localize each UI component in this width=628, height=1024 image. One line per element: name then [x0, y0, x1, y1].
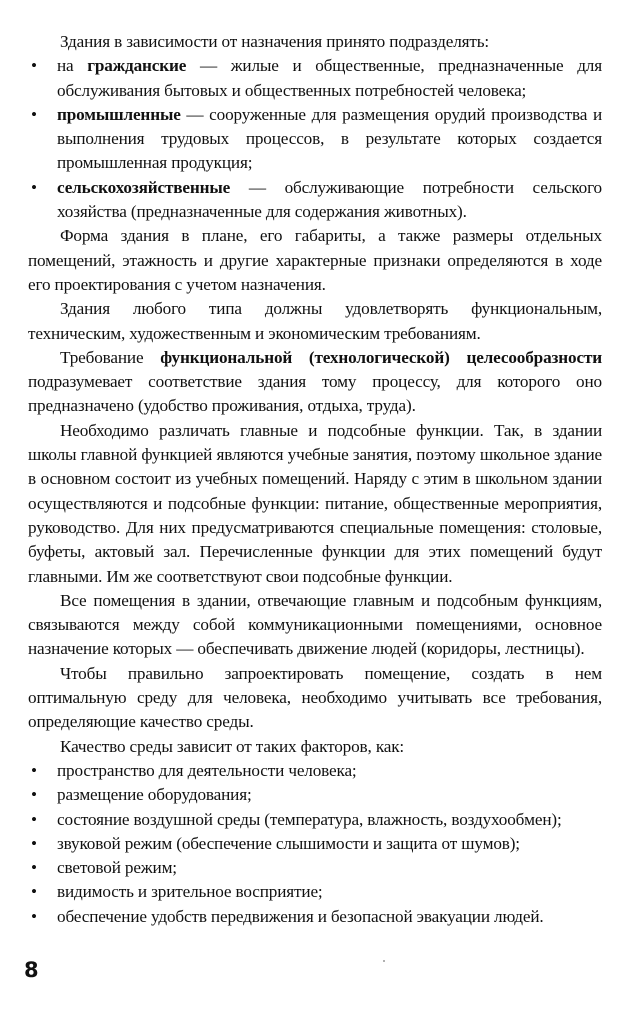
- scan-speck: [383, 960, 385, 962]
- building-type-term: сельскохозяйственные: [57, 177, 231, 197]
- building-type-term: промышленные: [57, 104, 181, 124]
- factors-intro: Качество среды зависит от таких факторов, как:: [60, 736, 405, 756]
- form-paragraph: Форма здания в плане, его габариты, а также размеры отдельных помещений, этажность и другие характерные признаки определяются в ходе его проектирования с учетом назначения.: [28, 226, 602, 294]
- bullet-icon: •: [31, 760, 37, 780]
- requirements-paragraph: Здания любого типа должны удовлетворять функциональным, техническим, художественным и экономическим требованиям.: [28, 299, 602, 343]
- bullet-icon: •: [31, 906, 37, 926]
- factor-item: • обеспечение удобств передвижения и безопасной эвакуации людей.: [28, 905, 602, 929]
- bullet-icon: •: [31, 882, 37, 902]
- factor-item: • видимость и зрительное восприятие;: [28, 880, 602, 904]
- functional-paragraph: Требование функциональной (технологической) целесообразности подразумевает соответствие здания тому процессу, для которого оно предназначено (удобство проживания, отдыха, труда).: [28, 347, 603, 416]
- functions-paragraph: Необходимо различать главные и подсобные функции. Так, в здании школы главной функцией являются учебные занятия, поэтому школьное здание в основном состоит из учебных помещений. Наряду с этим в школьном здании осуществляются и подсобные функции: питание, общественные мероприятия, руководство. Для них предусматриваются специальные помещения: столовые, буфеты, актовый зал. Перечисленные функции для этих помещений будут главными. Им же соответствуют свои подсобные функции.: [28, 420, 602, 586]
- intro-paragraph: Здания в зависимости от назначения принято подразделять:: [60, 32, 490, 51]
- bullet-icon: •: [31, 785, 37, 805]
- bullet-icon: •: [31, 833, 37, 853]
- page-number: 8: [24, 958, 39, 982]
- building-type-item: • на гражданские — жилые и общественные, предназначенные для обслуживания бытовых и общественных потребностей человека;: [31, 56, 602, 100]
- factor-item: • состояние воздушной среды (температура, влажность, воздухообмен);: [28, 808, 602, 832]
- factor-item: • пространство для деятельности человека;: [28, 759, 602, 783]
- bullet-icon: •: [31, 858, 37, 878]
- bullet-icon: •: [31, 809, 37, 829]
- factor-item: • звуковой режим (обеспечение слышимости и защита от шумов);: [28, 832, 602, 856]
- functional-term: функциональной (технологической) целесообразности: [160, 347, 603, 367]
- factor-item: • размещение оборудования;: [28, 783, 602, 807]
- building-type-term: гражданские: [87, 56, 187, 76]
- bullet-icon: •: [31, 104, 37, 124]
- page-body: [28, 30, 602, 929]
- factor-item: • световой режим;: [28, 856, 602, 880]
- bullet-icon: •: [31, 177, 37, 197]
- building-type-item: • сельскохозяйственные — обслуживающие потребности сельского хозяйства (предназначенные для содержания животных).: [31, 177, 602, 222]
- design-paragraph: Чтобы правильно запроектировать помещение, создать в нем оптимальную среду для человека, необходимо учитывать все требования, определяющие качество среды.: [28, 663, 602, 732]
- building-type-item: • промышленные — сооруженные для размещения орудий производства и выполнения трудовых процессов, в результате которых создается промышленная продукция;: [31, 104, 602, 173]
- bullet-icon: •: [31, 56, 37, 76]
- rooms-paragraph: Все помещения в здании, отвечающие главным и подсобным функциям, связываются между собой коммуникационными помещениями, основное назначение которых — обеспечивать движение людей (коридоры, лестницы).: [28, 590, 602, 659]
